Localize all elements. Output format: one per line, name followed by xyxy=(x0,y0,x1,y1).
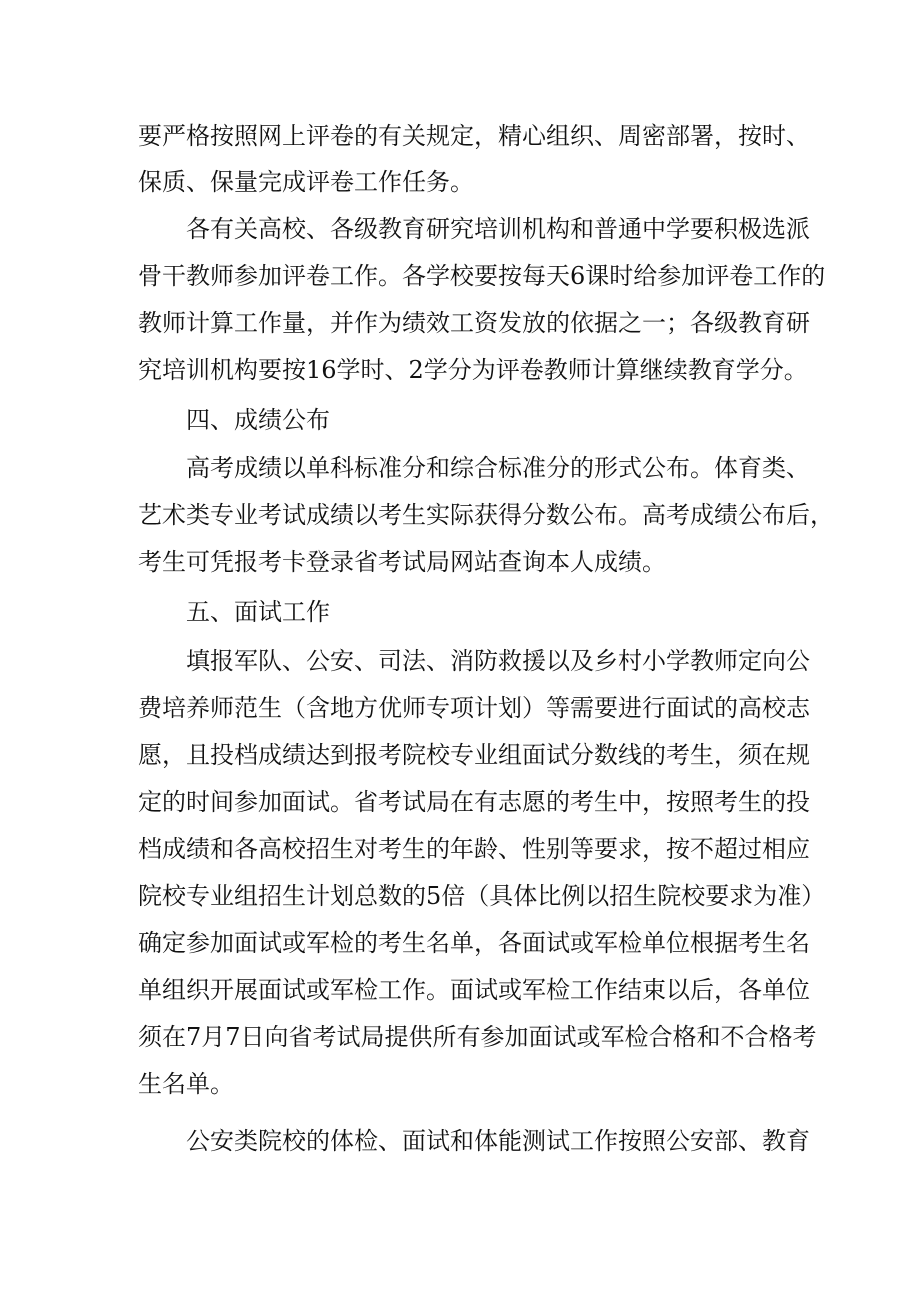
paragraph-4-line-2: 费培养师范生（含地方优师专项计划）等需要进行面试的高校志 xyxy=(138,694,810,722)
paragraph-2-line-4: 究培训机构要按16学时、2学分为评卷教师计算继续教育学分。 xyxy=(138,356,808,384)
paragraph-4-line-9: 须在7月7日向省考试局提供所有参加面试或军检合格和不合格考 xyxy=(138,1023,817,1051)
paragraph-4-line-5: 档成绩和各高校招生对考生的年龄、性别等要求，按不超过相应 xyxy=(138,835,810,863)
paragraph-4-line-10: 生名单。 xyxy=(138,1070,234,1098)
paragraph-2-line-2: 骨干教师参加评卷工作。各学校要按每天6课时给参加评卷工作的 xyxy=(138,262,826,290)
paragraph-3-line-1: 高考成绩以单科标准分和综合标准分的形式公布。体育类、 xyxy=(186,454,810,482)
paragraph-3-line-3: 考生可凭报考卡登录省考试局网站查询本人成绩。 xyxy=(138,548,666,576)
paragraph-4-line-1: 填报军队、公安、司法、消防救援以及乡村小学教师定向公 xyxy=(186,647,810,675)
paragraph-4-line-6: 院校专业组招生计划总数的5倍（具体比例以招生院校要求为准） xyxy=(138,882,826,910)
paragraph-4-line-3: 愿，且投档成绩达到报考院校专业组面试分数线的考生，须在规 xyxy=(138,741,810,769)
paragraph-1-line-2: 保质、保量完成评卷工作任务。 xyxy=(138,168,474,196)
paragraph-2-line-3: 教师计算工作量，并作为绩效工资发放的依据之一；各级教育研 xyxy=(138,309,810,337)
paragraph-5-line-1: 公安类院校的体检、面试和体能测试工作按照公安部、教育 xyxy=(186,1127,810,1155)
paragraph-4-line-4: 定的时间参加面试。省考试局在有志愿的考生中，按照考生的投 xyxy=(138,788,810,816)
paragraph-1-line-1: 要严格按照网上评卷的有关规定，精心组织、周密部署，按时、 xyxy=(138,122,810,150)
paragraph-3-line-2: 艺术类专业考试成绩以考生实际获得分数公布。高考成绩公布后， xyxy=(138,501,834,529)
section-heading-5: 五、面试工作 xyxy=(186,598,330,626)
paragraph-2-line-1: 各有关高校、各级教育研究培训机构和普通中学要积极选派 xyxy=(186,215,810,243)
paragraph-4-line-8: 单组织开展面试或军检工作。面试或军检工作结束以后，各单位 xyxy=(138,976,810,1004)
section-heading-4: 四、成绩公布 xyxy=(186,406,330,434)
paragraph-4-line-7: 确定参加面试或军检的考生名单，各面试或军检单位根据考生名 xyxy=(138,929,810,957)
